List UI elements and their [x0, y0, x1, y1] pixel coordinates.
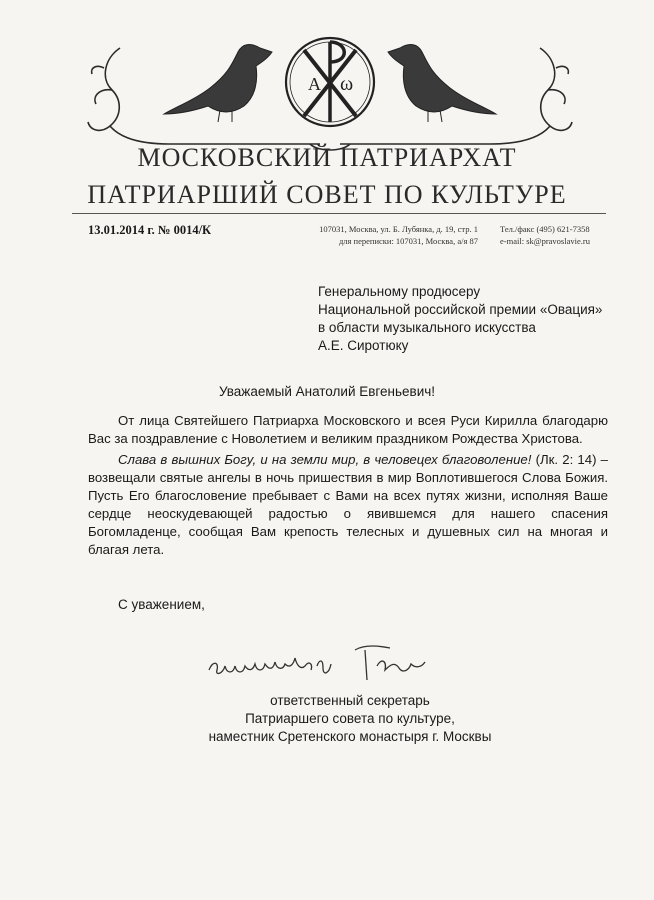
body-paragraph-text: (Лк. 2: 14) – возвещали святые ангелы в ночь пришествия в мир Воплотившегося Слова Божия. Пусть Его благословение пребывает с Вами на всех путях жизни, исполняя Ваше сердце неоскудевающей радостью о явившемся для нашего спасения Богомладенце, сообщая Вам крепость телесных и душевных сил на многая и благая лета. [88, 452, 608, 557]
address-line: 107031, Москва, ул. Б. Лубянка, д. 19, стр. 1 [319, 224, 478, 234]
signatory-block [150, 692, 550, 746]
phone-fax: Тел./факс (495) 621-7358 [500, 224, 590, 234]
org-subtitle: ПАТРИАРШИЙ СОВЕТ ПО КУЛЬТУРЕ [87, 180, 567, 209]
salutation: Уважаемый Анатолий Евгеньевич! [218, 384, 436, 399]
email: e-mail: sk@pravoslavie.ru [500, 236, 590, 246]
signatory-line: наместник Сретенского монастыря г. Москвы [208, 729, 492, 744]
body-paragraph: От лица Святейшего Патриарха Московского и всея Руси Кирилла благодарю Вас за поздравление с Новолетием и великим праздником Рождества Христова. [88, 413, 608, 446]
addressee-line: А.Е. Сиротюку [318, 338, 409, 353]
letter-body [88, 412, 608, 562]
right-dove-icon [388, 45, 496, 122]
addressee-line: Национальной российской премии «Овация» [318, 302, 603, 317]
addressee-line: в области музыкального искусства [318, 320, 536, 335]
left-dove-icon [164, 45, 272, 122]
org-title: МОСКОВСКИЙ ПАТРИАРХАТ [137, 143, 517, 172]
letterhead-emblem [60, 18, 600, 153]
omega-letter: ω [340, 73, 354, 95]
alpha-letter: А [308, 74, 321, 94]
body-paragraph [88, 451, 608, 559]
letter-date-number: 13.01.2014 г. № 0014/К [88, 223, 212, 237]
closing-phrase: С уважением, [118, 597, 205, 612]
org-address [300, 223, 478, 247]
signatory-line: Патриаршего совета по культуре, [245, 711, 455, 726]
signatory-line: ответственный секретарь [270, 693, 430, 708]
postal-address-line: для переписки: 107031, Москва, а/я 87 [338, 236, 478, 246]
chi-rho-icon [286, 38, 374, 126]
addressee-block [318, 283, 602, 355]
addressee-line: Генеральному продюсеру [318, 284, 481, 299]
org-contacts [500, 223, 590, 247]
handwritten-signature [205, 640, 445, 685]
header-divider [72, 213, 606, 214]
scripture-quote: Слава в вышних Богу, и на земли мир, в человецех благоволение! [118, 452, 532, 467]
